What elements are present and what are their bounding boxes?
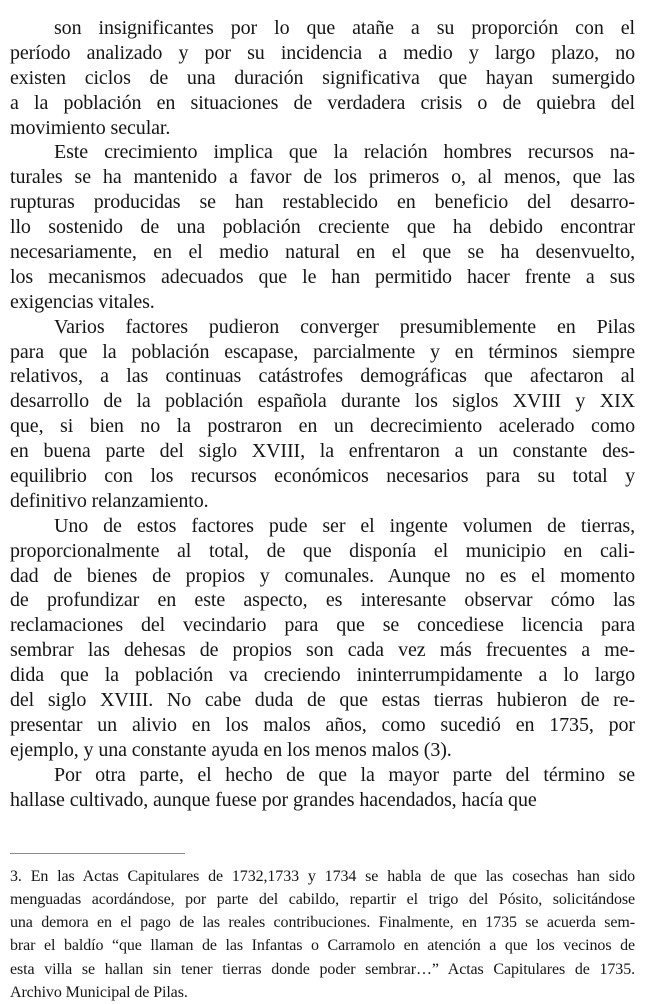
text-line: a la población en situaciones de verdadera crisis o de quiebra del [10, 91, 635, 116]
text-line: proporcionalmente al total, de que disponía el municipio en cali- [10, 539, 635, 564]
text-line: presentar un alivio en los malos años, como sucedió en 1735, por [10, 713, 635, 738]
text-line: necesariamente, en el medio natural en el que se ha desenvuelto, [10, 240, 635, 265]
text-line: rupturas producidas se han restablecido en beneficio del desarro- [10, 190, 635, 215]
text-line: que, si bien no la postraron en un decrecimiento acelerado como [10, 414, 635, 439]
text-line: llo sostenido de una población creciente que ha debido encontrar [10, 215, 635, 240]
text-line: ejemplo, y una constante ayuda en los menos malos (3). [10, 738, 635, 763]
text-line: sembrar las dehesas de propios son cada vez más frecuentes a me- [10, 638, 635, 663]
text-line: exigencias vitales. [10, 290, 635, 315]
text-line: dida que la población va creciendo ininterrumpidamente a lo largo [10, 663, 635, 688]
text-line: Varios factores pudieron converger presumiblemente en Pilas [10, 315, 635, 340]
text-line: para que la población escapase, parcialmente y en términos siempre [10, 340, 635, 365]
text-line: hallase cultivado, aunque fuese por grandes hacendados, hacía que [10, 788, 635, 813]
text-line: de profundizar en este aspecto, es interesante observar cómo las [10, 588, 635, 613]
text-line: relativos, a las continuas catástrofes demográficas que afectaron al [10, 364, 635, 389]
text-line: turales se ha mantenido a favor de los primeros o, al menos, que las [10, 165, 635, 190]
text-line: desarrollo de la población española durante los siglos XVIII y XIX [10, 389, 635, 414]
footnote-separator [10, 853, 185, 854]
text-line: Archivo Municipal de Pilas. [10, 981, 635, 1004]
paragraph [10, 140, 635, 314]
text-line: menguadas acordándose, por parte del cabildo, repartir el trigo del Pósito, solicitándose [10, 888, 635, 911]
text-line: brar el baldío “que llaman de las Infantas o Carramolo en atención a que los vecinos de [10, 934, 635, 957]
text-line: esta villa se hallan sin tener tierras donde poder sembrar…” Actas Capitulares de 1735. [10, 958, 635, 981]
main-text-block [10, 16, 635, 813]
text-line: existen ciclos de una duración significativa que hayan sumergido [10, 66, 635, 91]
text-line: una demora en el pago de las reales contribuciones. Finalmente, en 1735 se acuerda sem- [10, 911, 635, 934]
text-line: dad de bienes de propios y comunales. Aunque no es el momento [10, 564, 635, 589]
paragraph [10, 514, 635, 763]
text-line: son insignificantes por lo que atañe a su proporción con el [10, 16, 635, 41]
text-line: definitivo relanzamiento. [10, 489, 635, 514]
footnote-block [10, 865, 635, 1004]
paragraph [10, 315, 635, 514]
text-line: Por otra parte, el hecho de que la mayor parte del término se [10, 763, 635, 788]
paragraph [10, 763, 635, 813]
text-line: período analizado y por su incidencia a medio y largo plazo, no [10, 41, 635, 66]
footnote-paragraph [10, 865, 635, 1004]
text-line: movimiento secular. [10, 116, 635, 141]
text-line: reclamaciones del vecindario para que se concediese licencia para [10, 613, 635, 638]
text-line: 3. En las Actas Capitulares de 1732,1733 y 1734 se habla de que las cosechas han sido [10, 865, 635, 888]
text-line: equilibrio con los recursos económicos necesarios para su total y [10, 464, 635, 489]
text-line: Este crecimiento implica que la relación hombres recursos na- [10, 140, 635, 165]
paragraph [10, 16, 635, 140]
text-line: del siglo XVIII. No cabe duda de que estas tierras hubieron de re- [10, 688, 635, 713]
text-line: en buena parte del siglo XVIII, la enfrentaron a un constante des- [10, 439, 635, 464]
text-line: los mecanismos adecuados que le han permitido hacer frente a sus [10, 265, 635, 290]
text-line: Uno de estos factores pude ser el ingente volumen de tierras, [10, 514, 635, 539]
